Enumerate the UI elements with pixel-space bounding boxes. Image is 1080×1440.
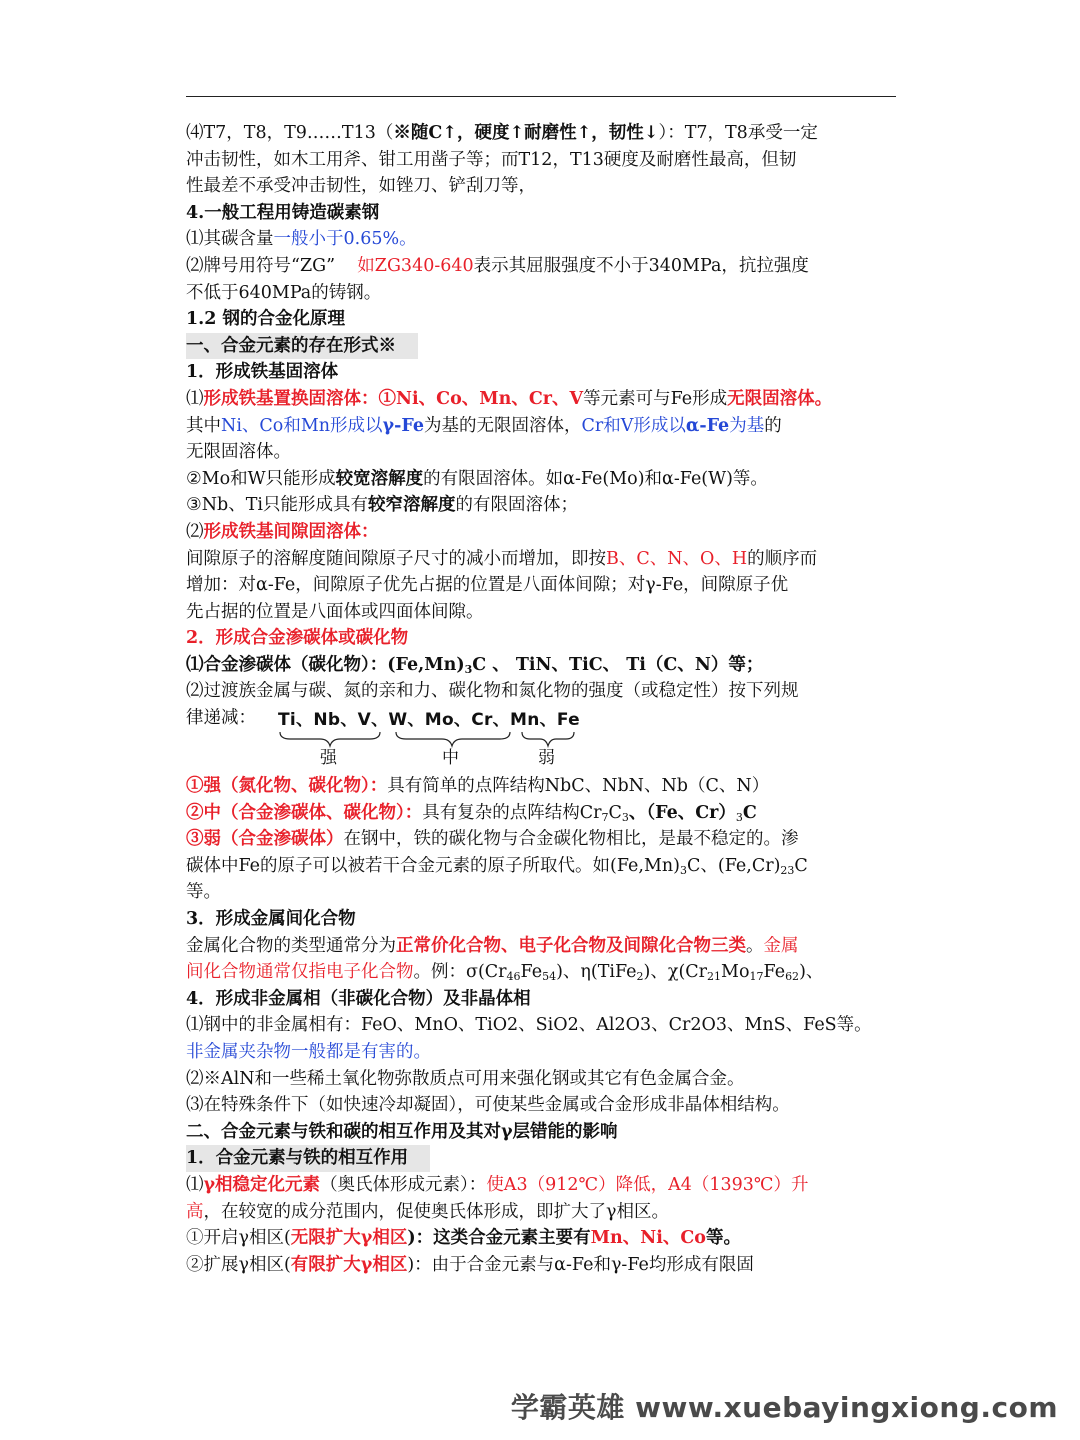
- document-body: [186, 120, 898, 1278]
- paragraph-line: 增加：对α-Fe，间隙原子优先占据的位置是八面体间隙；对γ-Fe，间隙原子优: [186, 575, 789, 596]
- paragraph-line: ①开启γ相区(无限扩大γ相区)：这类合金元素主要有Mn、Ni、Co等。: [186, 1228, 741, 1249]
- paragraph-line: 性最差不承受冲击韧性，如锉刀、铲刮刀等，: [186, 176, 536, 197]
- paragraph-line: ⑴合金渗碳体（碳化物）：$(Fe,Mn)_3C$ 、 TiN、TiC、 Ti（C、N）等；: [186, 654, 764, 676]
- paragraph-line: ⑵形成铁基间隙固溶体：: [186, 521, 379, 542]
- part-heading: 二、合金元素与铁和碳的相互作用及其对γ层错能的影响: [186, 1121, 618, 1142]
- paragraph-line: ⑵过渡族金属与碳、氮的亲和力、碳化物和氮化物的强度（或稳定性）按下列规: [186, 681, 799, 702]
- paragraph-line: ⑵※AlN和一些稀土氧化物弥散质点可用来强化钢或其它有色金属合金。: [186, 1068, 745, 1089]
- paragraph-line: ⑴γ相稳定化元素（奥氏体形成元素）：使A3（912℃）降低，A4（1393℃）升: [186, 1174, 809, 1195]
- paragraph-line: ⑷T7，T8，T9……T13（※随C↑，硬度↑耐磨性↑，韧性↓）：T7，T8承受一定: [186, 123, 818, 143]
- paragraph-line: 间化合物通常仅指电子化合物。例：$\sigma(Cr_{46}Fe_{54})$、η(TiFe$_2$)、$\chi(Cr_{21}Mo_{17}Fe_{62})$、: [186, 962, 824, 984]
- paragraph-line: 金属化合物的类型通常分为正常价化合物、电子化合物及间隙化合物三类。金属: [186, 935, 799, 956]
- paragraph-line: 间隙原子的溶解度随间隙原子尺寸的减小而增加，即按B、C、N、O、H的顺序而: [186, 548, 818, 569]
- footer-watermark: 学霸英雄 www.xuebayingxiong.com: [510, 1391, 1058, 1424]
- section-heading: 2．形成合金渗碳体或碳化物: [186, 628, 409, 649]
- chapter-heading: 1.2 钢的合金化原理: [186, 309, 346, 330]
- group-label-strong: 强: [320, 748, 337, 769]
- paragraph-line: 先占据的位置是八面体或四面体间隙。: [186, 601, 484, 622]
- section-heading: 4．形成非金属相（非碳化合物）及非晶体相: [186, 988, 531, 1009]
- paragraph-line: ⑴钢中的非金属相有：FeO、MnO、TiO2、SiO2、Al2O3、Cr2O3、MnS、FeS等。: [186, 1015, 872, 1036]
- paragraph-line: ②中（合金渗碳体、碳化物）：具有复杂的点阵结构$Cr_7C_3$、（Fe、$Cr)_3C$: [186, 802, 757, 824]
- paragraph-line: ②Mo和W只能形成较宽溶解度的有限固溶体。如α-Fe(Mo)和α-Fe(W)等。: [186, 468, 768, 489]
- element-sequence: Ti、Nb、V、W、Mo、Cr、Mn、Fe: [278, 710, 580, 731]
- paragraph-line: ③Nb、Ti只能形成具有较窄溶解度的有限固溶体；: [186, 495, 578, 516]
- paragraph-line: 律递减：: [186, 708, 256, 729]
- part-heading: 一、合金元素的存在形式※: [186, 333, 898, 360]
- section-heading: 4.一般工程用铸造碳素钢: [186, 202, 380, 223]
- paragraph-line: ⑶在特殊条件下（如快速冷却凝固），可使某些金属或合金形成非晶体相结构。: [186, 1095, 790, 1116]
- paragraph-line: 冲击韧性，如木工用斧、钳工用凿子等；而T12，T13硬度及耐磨性最高，但韧: [186, 149, 797, 170]
- group-label-weak: 弱: [538, 748, 555, 769]
- group-label-medium: 中: [442, 748, 459, 769]
- paragraph-line: ⑵牌号用符号“ZG” 如ZG340-640表示其屈服强度不小于340MPa，抗拉强度: [186, 255, 809, 276]
- paragraph-line: 无限固溶体。: [186, 442, 291, 463]
- paragraph-line: ⑴其碳含量一般小于0.65%。: [186, 229, 417, 250]
- paragraph-line: ②扩展γ相区(有限扩大γ相区)：由于合金元素与α-Fe和γ-Fe均形成有限固: [186, 1254, 754, 1275]
- paragraph-line: 不低于640MPa的铸钢。: [186, 282, 382, 303]
- paragraph-line: ③弱（合金渗碳体）在钢中，铁的碳化物与合金碳化物相比，是最不稳定的。渗: [186, 829, 799, 850]
- paragraph-line: 高，在较宽的成分范围内，促使奥氏体形成，即扩大了γ相区。: [186, 1201, 669, 1222]
- paragraph-line: 碳体中Fe的原子可以被若干合金元素的原子所取代。如$(Fe,Mn)_3C$、$(Fe,Cr)_{23}C$: [186, 855, 808, 877]
- paragraph-line: ①强（氮化物、碳化物）：具有简单的点阵结构NbC、NbN、Nb（C、N）: [186, 776, 770, 797]
- paragraph-line: 其中Ni、Co和Mn形成以γ-Fe为基的无限固溶体，Cr和V形成以α-Fe为基的: [186, 415, 782, 436]
- header-rule: [186, 96, 896, 97]
- section-heading: 3．形成金属间化合物: [186, 909, 356, 930]
- paragraph-line: ⑴形成铁基置换固溶体：①Ni、Co、Mn、Cr、V等元素可与Fe形成无限固溶体。: [186, 388, 833, 409]
- section-heading: 1．合金元素与铁的相互作用: [186, 1145, 898, 1172]
- section-heading: 1．形成铁基固溶体: [186, 362, 339, 383]
- paragraph-line: 非金属夹杂物一般都是有害的。: [186, 1042, 431, 1062]
- element-order-diagram: [186, 705, 898, 773]
- paragraph-line: 等。: [186, 882, 221, 903]
